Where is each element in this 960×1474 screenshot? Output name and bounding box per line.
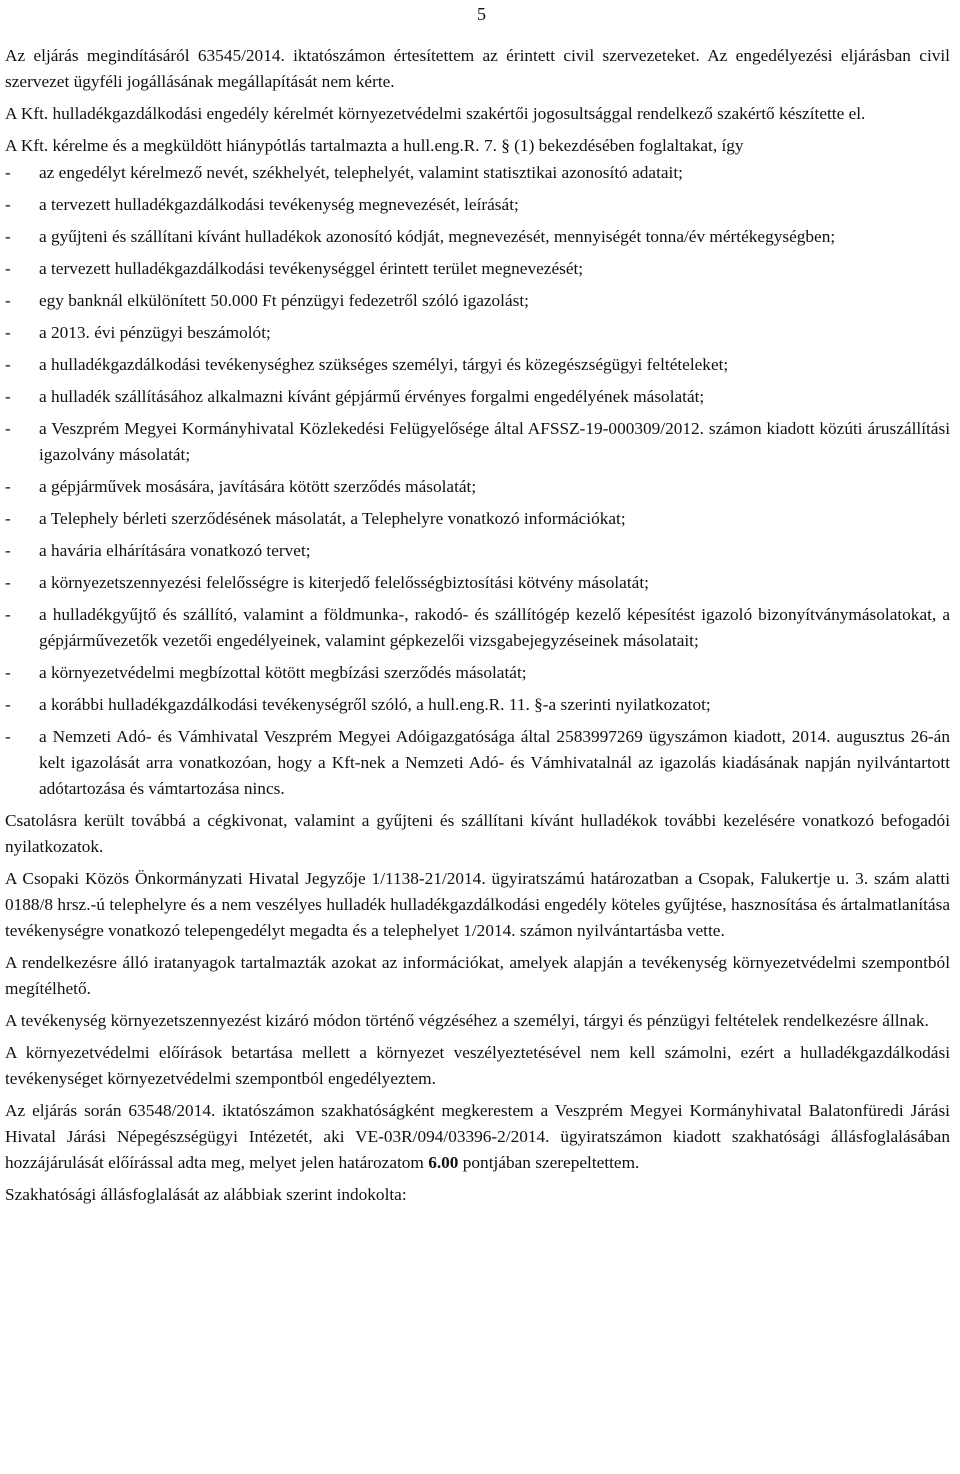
list-item: - a gépjárművek mosására, javítására kötött szerződés másolatát; xyxy=(5,474,950,500)
bold-point-reference: 6.00 xyxy=(428,1153,459,1172)
list-item: - a 2013. évi pénzügyi beszámolót; xyxy=(5,320,950,346)
text-segment: Az eljárás során 63548/2014. iktatószámon szakhatóságként megkerestem a Veszprém Megyei Kormányhivatal Balatonfüredi Járási Hivatal Járási Népegészségügyi Intézetét, aki VE-03R/094/03396-2/2014. ügyiratszámon kiadott szakhatósági állásfoglalásában hozzájárulását előírással adta meg, melyet jelen határozatom xyxy=(5,1101,950,1172)
paragraph-authority-consultation xyxy=(5,1098,950,1176)
paragraph-civil-notification: Az eljárás megindításáról 63545/2014. iktatószámon értesítettem az érintett civil szervezeteket. Az engedélyezési eljárásban civil szervezet ügyféli jogállásának megállapítását nem kérte. xyxy=(5,46,950,91)
list-item: - a Veszprém Megyei Kormányhivatal Közlekedési Felügyelősége által AFSSZ-19-000309/2012. számon kiadott közúti áruszállítási igazolvány másolatát; xyxy=(5,416,950,468)
paragraph-justification-intro: Szakhatósági állásfoglalását az alábbiak szerint indokolta: xyxy=(5,1185,407,1204)
paragraph-expert: A Kft. hulladékgazdálkodási engedély kérelmét környezetvédelmi szakértői jogosultsággal rendelkező szakértő készítette el. xyxy=(5,104,866,123)
paragraph-application-contents: A Kft. kérelme és a megküldött hiánypótlás tartalmazta a hull.eng.R. 7. § (1) bekezdésében foglaltakat, így xyxy=(5,136,744,155)
paragraph-conditions: A tevékenység környezetszennyezést kizáró módon történő végzéséhez a személyi, tárgyi és pénzügyi feltételek rendelkezésre állnak. xyxy=(5,1011,929,1030)
list-item: - az engedélyt kérelmező nevét, székhelyét, telephelyét, valamint statisztikai azonosító adatait; xyxy=(5,160,950,186)
list-item: - egy banknál elkülönített 50.000 Ft pénzügyi fedezetről szóló igazolást; xyxy=(5,288,950,314)
paragraph-permitted: A környezetvédelmi előírások betartása mellett a környezet veszélyeztetésével nem kell számolni, ezért a hulladékgazdálkodási tevékenységet környezetvédelmi szempontból engedélyeztem. xyxy=(5,1043,950,1088)
list-item: - a korábbi hulladékgazdálkodási tevékenységről szóló, a hull.eng.R. 11. §-a szerinti nyilatkozatot; xyxy=(5,692,950,718)
list-item: - a havária elhárítására vonatkozó tervet; xyxy=(5,538,950,564)
list-item: - a környezetvédelmi megbízottal kötött megbízási szerződés másolatát; xyxy=(5,660,950,686)
list-item: - a tervezett hulladékgazdálkodási tevékenység megnevezését, leírását; xyxy=(5,192,950,218)
list-item: - a Nemzeti Adó- és Vámhivatal Veszprém Megyei Adóigazgatósága által 2583997269 ügyszámon kiadott, 2014. augusztus 26-án kelt igazolását arra vonatkozóan, hogy a Kft-nek a Nemzeti Adó- és Vámhivatalnál az igazolás kiadásának napján nyilvántartott adótartozása és vámtartozása nincs. xyxy=(5,724,950,802)
list-item: - a hulladék szállításához alkalmazni kívánt gépjármű érvényes forgalmi engedélyének másolatát; xyxy=(5,384,950,410)
document-body xyxy=(5,43,950,1208)
list-item: - a hulladékgyűjtő és szállító, valamint a földmunka-, rakodó- és szállítógép kezelő képesítést igazoló bizonyítványmásolatokat, a gépjárművezetők vezetői engedélyeinek, valamint gépkezelői vizsgabejegyzéseinek másolatait; xyxy=(5,602,950,654)
list-item: - a környezetszennyezési felelősségre is kiterjedő felelősségbiztosítási kötvény másolatát; xyxy=(5,570,950,596)
list-item: - a tervezett hulladékgazdálkodási tevékenységgel érintett terület megnevezését; xyxy=(5,256,950,282)
page-number: 5 xyxy=(477,4,486,24)
text-segment: pontjában szerepeltettem. xyxy=(458,1153,640,1172)
paragraph-attachments: Csatolásra került továbbá a cégkivonat, valamint a gyűjteni és szállítani kívánt hulladékok további kezelésére vonatkozó befogadói nyilatkozatok. xyxy=(5,811,950,856)
list-item: - a hulladékgazdálkodási tevékenységhez szükséges személyi, tárgyi és közegészségügyi feltételeket; xyxy=(5,352,950,378)
paragraph-site-permit: A Csopaki Közös Önkormányzati Hivatal Jegyzője 1/1138-21/2014. ügyiratszámú határozatban a Csopak, Falukertje u. 3. szám alatti 0188/8 hrsz.-ú telephelyre és a nem veszélyes hulladék hulladékgazdálkodási engedély köteles gyűjtése, hasznosítása és ártalmatlanítása tevékenységre vonatkozó telepengedélyt megadta és a telephelyet 1/2014. számon nyilvántartásba vette. xyxy=(5,869,950,940)
paragraph-assessment: A rendelkezésre álló iratanyagok tartalmazták azokat az információkat, amelyek alapján a tevékenység környezetvédelmi szempontból megítélhető. xyxy=(5,953,950,998)
list-item: - a gyűjteni és szállítani kívánt hulladékok azonosító kódját, megnevezését, mennyiségét tonna/év mértékegységben; xyxy=(5,224,950,250)
required-documents-list xyxy=(5,160,950,802)
list-item: - a Telephely bérleti szerződésének másolatát, a Telephelyre vonatkozó információkat; xyxy=(5,506,950,532)
